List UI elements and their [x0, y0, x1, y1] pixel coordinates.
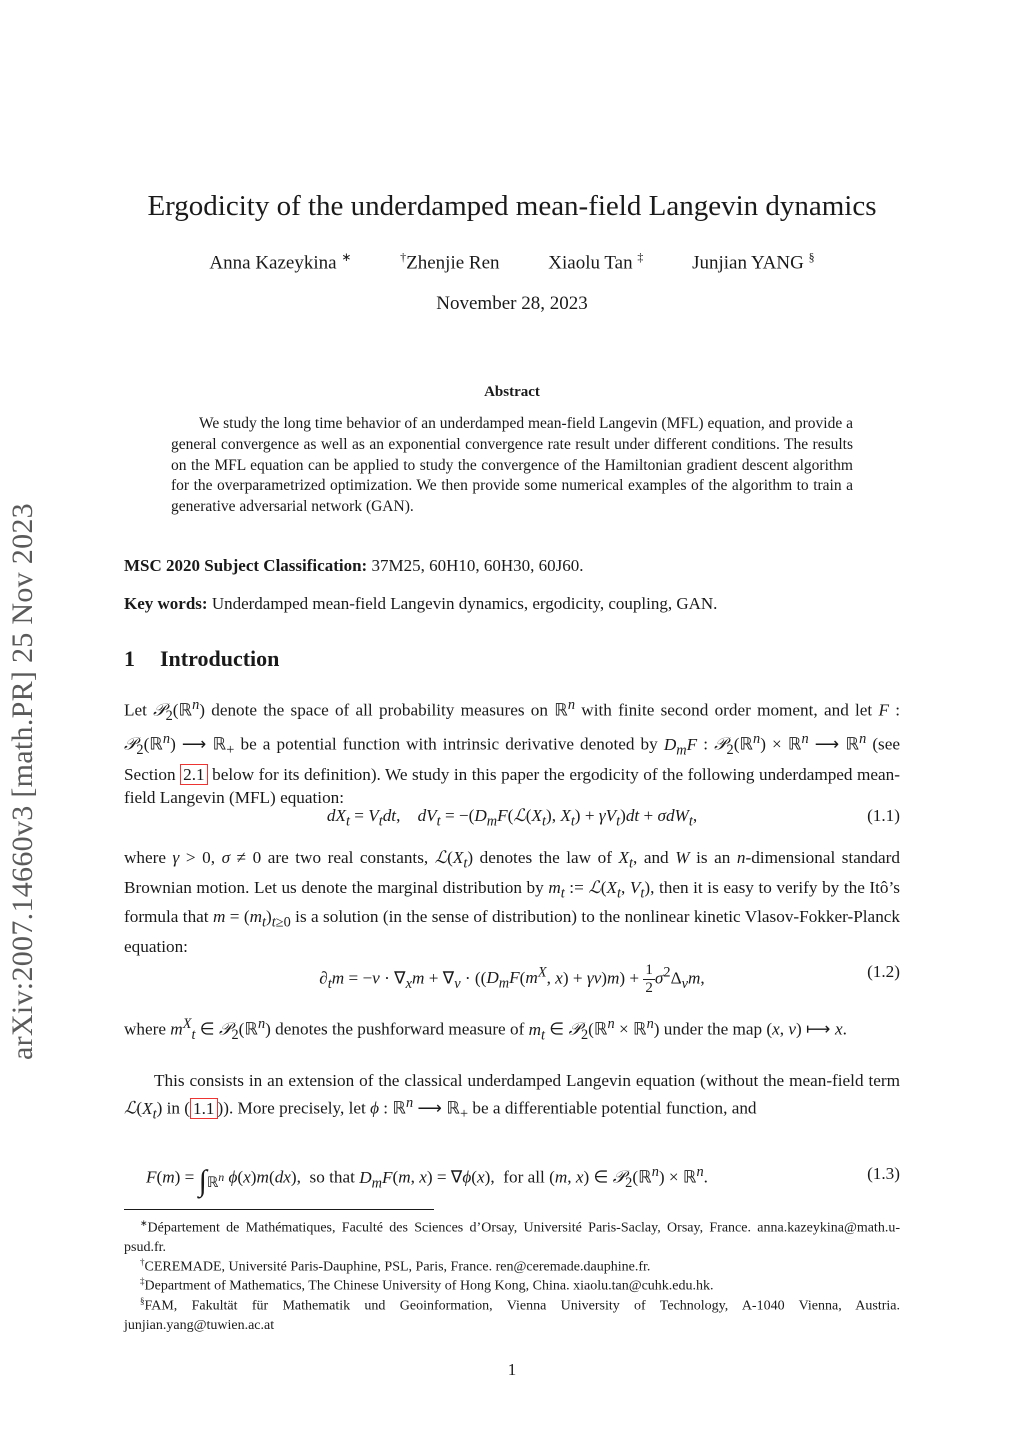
- footnote-text: Département de Mathématiques, Faculté des Sciences d’Orsay, Université Paris-Saclay, Orsay, France. anna.kazeykina@math.u-psud.fr.: [124, 1220, 900, 1256]
- author-4: [692, 250, 814, 274]
- footnote-divider: [124, 1209, 434, 1210]
- equation-reference-link[interactable]: 1.1: [190, 1098, 217, 1119]
- intro-paragraph-4: This consists in an extension of the classical underdamped Langevin equation (without the mean-field term $ℒ(X_t)$ in ( 1.1 )). More precisely, let ϕ : ℝ$^n$ ⟶ ℝ$_+$ be a differentiable potential function, and: [124, 1071, 900, 1123]
- law-phrase: denotes the law of: [479, 848, 612, 867]
- section-number: 1: [124, 646, 135, 671]
- equation-number: (1.3): [867, 1164, 900, 1183]
- author-mark[interactable]: ∗: [341, 250, 352, 264]
- author-2: [400, 250, 499, 274]
- author-list: [0, 250, 1024, 274]
- intro-paragraph-3: where $m^X_t$ ∈ 𝒫$_2$(ℝ$^n$) denotes the pushforward measure of $m_t$ ∈ 𝒫$_2$(ℝ$^n$ × ℝ$^n$) under the map (x, v) ⟼ x.: [124, 1016, 847, 1044]
- footnote-mark: †: [140, 1257, 145, 1267]
- paper-date: November 28, 2023: [436, 293, 588, 314]
- msc-value: 37M25, 60H10, 60H30, 60J60.: [371, 556, 584, 575]
- intro-paragraph-1: Let 𝒫$_2$(ℝ$^n$) denote the space of all probability measures on ℝ$^n$ with finite second order moment, and let F : 𝒫$_2$(ℝ$^n$) ⟶ ℝ$_+$ be a potential function with intrinsic derivative denoted by $D_mF$ : 𝒫$_2$(ℝ$^n$) × ℝ$^n$ ⟶ ℝ$^n$ (see Section 2.1 below for its definition). We study in this paper the ergodicity of the following underdamped mean-field Langevin (MFL) equation:: [124, 697, 901, 808]
- footnote-mark: ‡: [140, 1276, 145, 1286]
- author-name: Junjian YANG: [692, 252, 804, 274]
- map-phrase: under the map: [663, 1019, 763, 1039]
- author-name: Zhenjie Ren: [406, 252, 500, 274]
- equation-number: (1.1): [867, 806, 900, 825]
- abstract-text: We study the long time behavior of an underdamped mean-field Langevin (MFL) equation, and provide a general convergence as well as an exponential convergence rate result under different conditions. The results on the MFL equation can be applied to study the convergence of the Hamiltonian gradient descent algorithm for the overparametrized optimization. We then provide some numerical examples of the algorithm to train a generative adversarial network (GAN).: [171, 415, 853, 516]
- intro-paragraph-2: where γ > 0, σ ≠ 0 are two real constants, $ℒ(X_t)$ denotes the law of $X_t$, and W is an n-dimensional standard Brownian motion. Let us denote the marginal distribution by $m_t$ := $ℒ(X_t$, $V_t$), then it is easy to verify by the Itô’s formula that $m = (m_t)_{t\ge 0}$ is a solution (in the sense of distribution) to the nonlinear kinetic Vlasov-Fokker-Planck equation:: [124, 848, 901, 957]
- msc-classification: [124, 556, 904, 576]
- equation-body: $dX_t = V_tdt$, $dV_t$ = $-(D_mF(ℒ(X_t)$, $X_t) + \gamma V_t)dt + \sigma dW_t$,: [326, 806, 698, 830]
- footnote-1: [124, 1214, 900, 1258]
- author-name: Anna Kazeykina: [209, 252, 337, 274]
- keywords-value: Underdamped mean-field Langevin dynamics, ergodicity, coupling, GAN.: [211, 594, 718, 613]
- equation-number: (1.2): [867, 962, 900, 981]
- abstract-heading: Abstract: [484, 384, 540, 400]
- footnote-text: Department of Mathematics, The Chinese University of Hong Kong, China. xiaolu.tan@cuhk.edu.hk.: [144, 1278, 714, 1294]
- paper-title: Ergodicity of the underdamped mean-field Langevin dynamics: [147, 190, 877, 222]
- section-reference-link[interactable]: 2.1: [180, 764, 207, 785]
- footnote-text: CEREMADE, Université Paris-Dauphine, PSL, Paris, France. ren@ceremade.dauphine.fr.: [144, 1259, 651, 1275]
- fraction-one-half: $\frac{1}{2}$: [645, 962, 653, 996]
- msc-label: MSC 2020 Subject Classification:: [124, 556, 368, 575]
- author-3: [548, 250, 643, 274]
- section-heading: [124, 646, 279, 672]
- author-mark[interactable]: †: [400, 250, 407, 264]
- keywords: [124, 594, 904, 614]
- author-mark[interactable]: ‡: [637, 250, 644, 264]
- author-name: Xiaolu Tan: [548, 252, 633, 274]
- footnote-text: FAM, Fakultät für Mathematik und Geoinformation, Vienna University of Technology, A-1040 Vienna, Austria. junjian.yang@tuwien.ac.at: [124, 1298, 900, 1334]
- footnote-4: [124, 1292, 900, 1336]
- page-number: 1: [507, 1360, 517, 1379]
- author-mark[interactable]: §: [808, 250, 815, 264]
- footnote-mark: §: [140, 1296, 145, 1306]
- equation-body: $F(m) = \int_{ℝ^n}$ ϕ(x)m(dx), so that $D_mF(m$, x) = ∇ϕ(x), for all (m, x) ∈ 𝒫$_2$(ℝ$^n$) × ℝ$^n$.: [146, 1164, 708, 1198]
- section-title: Introduction: [160, 646, 280, 671]
- arxiv-identifier[interactable]: arXiv:2007.14660v3 [math.PR] 25 Nov 2023: [6, 503, 39, 1060]
- equation-body: $\partial_tm = -v \cdot \nabla_xm + \nabla_v \cdot ((D_mF(m^X$, x) + γv)m) + $\frac{1}{2}$ $\sigma^2\Delta_vm$,: [319, 962, 705, 996]
- keywords-label: Key words:: [124, 594, 208, 613]
- author-1: [209, 250, 351, 274]
- footnote-mark: ∗: [140, 1218, 148, 1228]
